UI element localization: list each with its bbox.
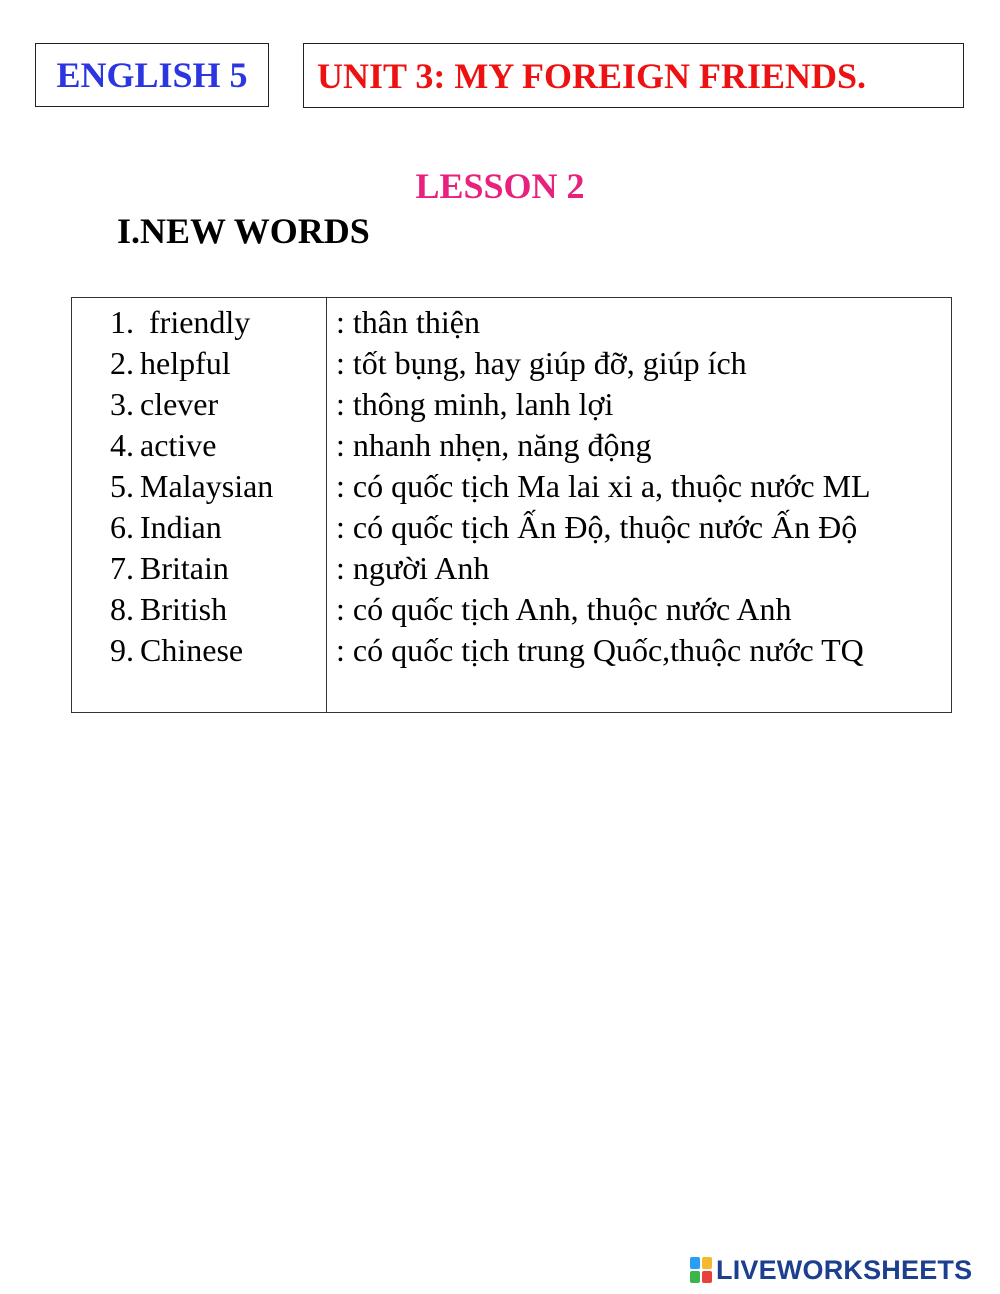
vocab-number: 2. [110, 345, 134, 381]
vocab-meaning: : có quốc tịch Anh, thuộc nước Anh [336, 591, 792, 627]
vocab-meaning: : tốt bụng, hay giúp đỡ, giúp ích [336, 345, 747, 381]
vocab-row [72, 384, 951, 425]
vocab-number: 3. [110, 386, 134, 422]
vocab-meaning: : có quốc tịch Ấn Độ, thuộc nước Ấn Độ [336, 509, 858, 545]
lesson-title: LESSON 2 [415, 166, 585, 206]
vocab-number: 6. [110, 509, 134, 545]
vocab-number: 4. [110, 427, 134, 463]
liveworksheets-logo-text: LIVEWORKSHEETS [716, 1254, 973, 1285]
vocab-word: Chinese [140, 632, 244, 668]
vocab-row [72, 302, 951, 343]
vocab-row [72, 548, 951, 589]
vocab-number: 8. [110, 591, 134, 627]
vocab-meaning: : người Anh [336, 550, 490, 586]
vocab-meaning: : có quốc tịch Ma lai xi a, thuộc nước ML [336, 468, 871, 504]
vocab-meaning: : thân thiện [336, 304, 480, 340]
vocab-number: 5. [110, 468, 134, 504]
vocabulary-table [71, 297, 952, 713]
vocab-word: Indian [140, 509, 222, 545]
vocab-row [72, 425, 951, 466]
liveworksheets-logo-icon [690, 1257, 712, 1283]
vocab-meaning: : nhanh nhẹn, năng động [336, 427, 652, 463]
vocab-number: 7. [110, 550, 134, 586]
vocab-meaning: : có quốc tịch trung Quốc,thuộc nước TQ [336, 632, 864, 668]
vocab-row [72, 343, 951, 384]
unit-title: UNIT 3: MY FOREIGN FRIENDS. [317, 55, 867, 96]
subject-text: ENGLISH 5 [56, 55, 248, 95]
vocab-meaning: : thông minh, lanh lợi [336, 386, 614, 422]
section-heading: I.NEW WORDS [117, 211, 370, 251]
vocab-word: clever [140, 386, 219, 422]
vocab-row [72, 466, 951, 507]
unit-title-box [303, 43, 964, 108]
vocab-row [72, 589, 951, 630]
vocab-word: friendly [149, 304, 251, 340]
vocab-number: 1. [110, 304, 134, 340]
vocab-word: helpful [140, 345, 231, 381]
vocab-row [72, 507, 951, 548]
vocab-row [72, 630, 951, 671]
vocab-word: active [140, 427, 217, 463]
subject-label [35, 43, 269, 107]
vocab-word: Malaysian [140, 468, 274, 504]
vocab-word: Britain [140, 550, 229, 586]
liveworksheets-logo[interactable] [690, 1254, 972, 1286]
vocab-number: 9. [110, 632, 134, 668]
vocab-word: British [140, 591, 228, 627]
